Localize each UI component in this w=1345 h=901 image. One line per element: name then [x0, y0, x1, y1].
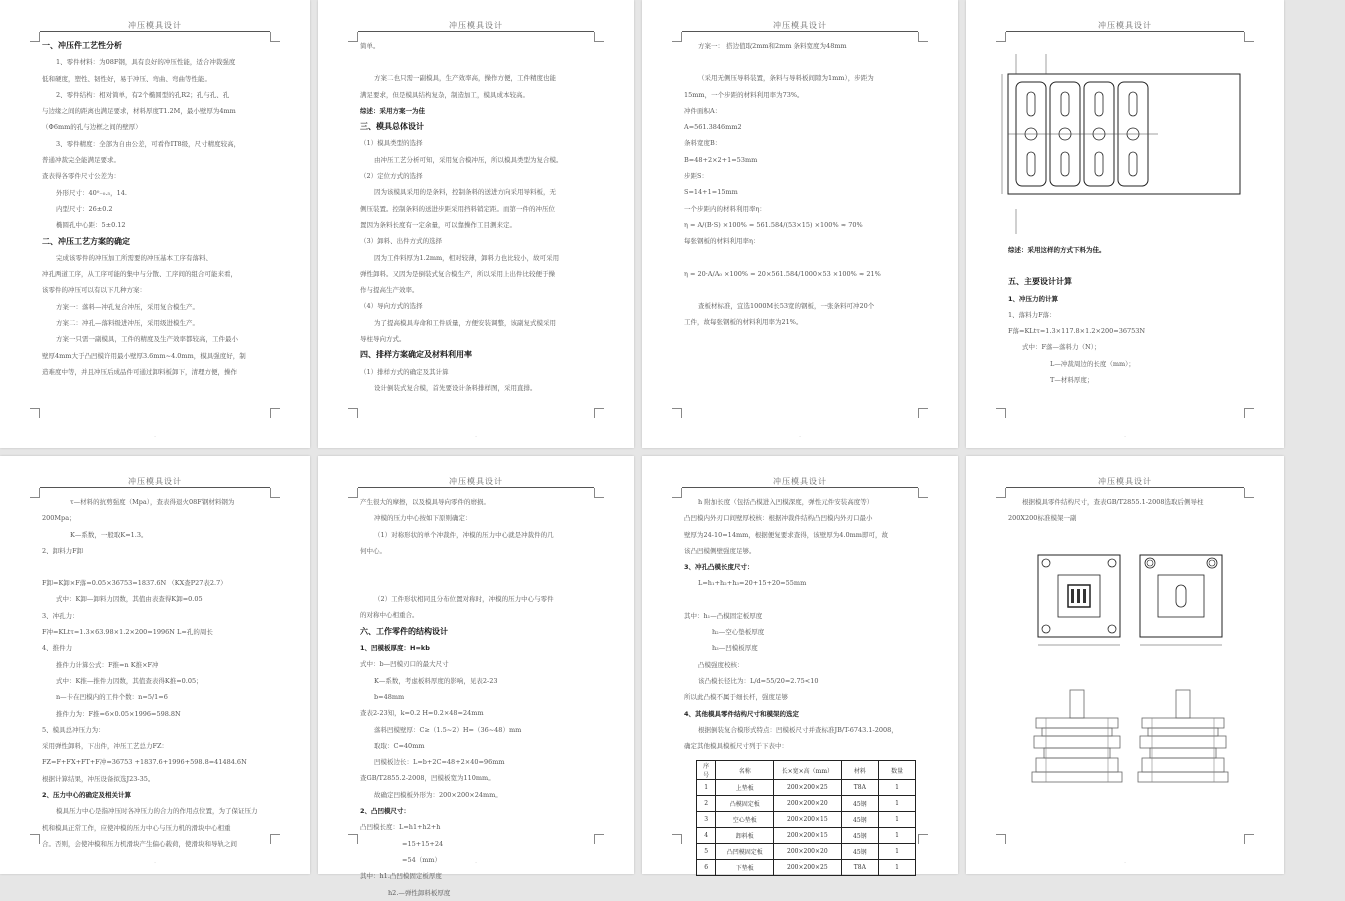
text-line: K—系数，一般取K=1.3。 [70, 530, 148, 539]
page-header: 冲压模具设计 [128, 477, 182, 486]
spacer [684, 592, 916, 608]
subsection-heading: 1、冲压力的计算 [1008, 294, 1059, 303]
section-heading: 五、主要设计计算 [1008, 277, 1072, 287]
margin-corner [1244, 488, 1254, 498]
spacer [684, 54, 916, 70]
text-line: 3、冲孔力： [42, 611, 79, 620]
document-page-8 [966, 456, 1284, 874]
text-line: 合。否则，会使冲模和压力机滑块产生偏心载荷，使滑块和导轨之间 [42, 839, 237, 848]
text-line: A=561.3846mm2 [684, 123, 742, 132]
text-line: 查板材标准，宜选1000M长53宽的钢板，一张条料可冲20个 [698, 301, 875, 310]
text-line: T—材料厚度； [1050, 376, 1094, 385]
table-cell: 200×200×25 [774, 780, 841, 796]
text-line: 工件，故每张钢板的材料利用率为21%。 [684, 318, 803, 327]
header-rule [358, 31, 594, 32]
text-line: 4、推件力 [42, 644, 73, 653]
text-line: L—冲裁周边的长度（mm）； [1050, 359, 1135, 368]
table-row [697, 812, 916, 828]
text-line: 外形尺寸：40⁰₋₀.₅，14. [56, 188, 127, 197]
table-cell: 上垫板 [716, 780, 774, 796]
margin-corner [348, 32, 358, 42]
margin-corner [672, 834, 682, 844]
text-line: 故确定凹模板外形为：200×200×24mm。 [374, 790, 502, 799]
text-line: （2）工件形状相同且分布位置对称时，冲模的压力中心与零件 [374, 595, 554, 604]
spacer [360, 575, 592, 591]
subsection-heading: 3、冲孔凸模长度尺寸： [684, 563, 754, 572]
margin-corner [30, 32, 40, 42]
table-cell: 45钢 [841, 828, 879, 844]
spacer [360, 54, 592, 70]
text-line: η = 20·A/A₀ ×100% = 20×561.584/1000×53 ×100% ≈ 21% [684, 269, 881, 278]
text-line: 的对称中心相重合。 [360, 611, 419, 620]
text-line: （1）对称形状的单个冲裁件，冲模的压力中心就是冲裁件的几 [374, 530, 554, 539]
table-cell: 200×200×15 [774, 828, 841, 844]
text-line: 采用弹性卸料，下出件，冲压工艺总力FZ： [42, 742, 169, 751]
text-line: （Φ6mm的孔与边框之间的壁厚） [42, 123, 142, 132]
text-line: 200X200标准模架一副 [1008, 514, 1077, 523]
margin-corner [1244, 32, 1254, 42]
text-line: 所以此凸模不属于细长杆，强度足够 [684, 693, 788, 702]
text-line: 方案二也只需一副模具，生产效率高，操作方便，工件精度也能 [374, 74, 556, 83]
table-cell: 6 [697, 860, 716, 876]
text-line: F冲=KLtτ=1.3×63.98×1.2×200=1996N L=孔的周长 [42, 628, 213, 637]
document-page-4 [966, 0, 1284, 448]
text-line: （3）卸料、出件方式的选择 [360, 237, 443, 246]
text-line: （采用无侧压导料装置，条料与导料板间隙为1mm），步距为 [698, 74, 874, 83]
text-line: 根据倒装复合模形式特点：凹模板尺寸并查标准JB/T-6743.1-2008， [698, 725, 898, 734]
text-line: 查表得各零件尺寸公差为： [42, 172, 120, 181]
document-page-2 [318, 0, 634, 448]
text-line: 方案二：冲孔—落料级进冲压，采用级进模生产。 [56, 319, 199, 328]
text-line: 为了提高模具寿命和工件质量，方便安装调整，该副复式模采用 [374, 318, 556, 327]
margin-corner [594, 488, 604, 498]
text-line: 壁厚4mm大于凸凹模许用最小壁厚3.6mm~4.0mm，模具强度好，制 [42, 351, 246, 360]
margin-corner [918, 32, 928, 42]
section-heading: 三、模具总体设计 [360, 122, 424, 132]
page-number-mark: · [475, 860, 477, 866]
text-line: 查表2-23知，k=0.2 H=0.2×48=24mm [360, 709, 484, 718]
text-line: 因为该模具采用的是条料，控制条料的送进方向采用导料板，无 [374, 188, 556, 197]
spacer [1008, 258, 1242, 274]
table-cell: 200×200×20 [774, 796, 841, 812]
page-body [42, 38, 268, 418]
margin-corner [918, 834, 928, 844]
text-line: h 附加长度（包括凸模进入凹模深度，弹性元件安装高度等） [698, 498, 874, 506]
text-line: 凸凹模内外刃口间壁厚校核：根据冲裁件结构凸凹模内外刃口最小 [684, 514, 873, 523]
subsection-heading: 综述：采用方案一为佳 [360, 106, 425, 115]
text-line: 造难度中等，并且冲压后成品件可通过卸料板卸下，清理方便，操作 [42, 367, 237, 376]
text-line: 该凸模长径比为：L/d=55/20=2.75<10 [698, 676, 819, 685]
text-line: 推件力计算公式：F推=n K推×F冲 [56, 660, 159, 669]
text-line: 15mm，一个步距的材料利用率为73%。 [684, 90, 804, 99]
page-body [360, 38, 592, 418]
text-line: h₃—凹模板厚度 [712, 644, 758, 653]
text-line: =54（mm） [402, 855, 442, 864]
page-header: 冲压模具设计 [1098, 477, 1152, 486]
text-line: F卸=K卸×F落=0.05×36753=1837.6N （KX查P27表2.7） [42, 579, 227, 588]
text-line: 产生很大的摩擦，以及模具导向零件的磨损。 [360, 498, 490, 506]
spacer [684, 250, 916, 266]
section-heading: 六、工作零件的结构设计 [360, 626, 448, 636]
text-line: 条料宽度B： [684, 139, 722, 148]
table-cell: 1 [879, 828, 916, 844]
margin-corner [348, 408, 358, 418]
text-line: 1、落料力F落： [1008, 310, 1056, 319]
margin-corner [594, 834, 604, 844]
text-line: 根据计算结果，冲压设备拟选J23-35。 [42, 774, 155, 783]
subsection-heading: 2、压力中心的确定及相关计算 [42, 791, 132, 800]
section-heading: 四、排样方案确定及材料利用率 [360, 350, 472, 360]
page-header: 冲压模具设计 [773, 477, 827, 486]
parts-table [696, 760, 916, 876]
text-line: n—卡在凹模内的工件个数：n=5/1=6 [56, 693, 168, 702]
margin-corner [672, 408, 682, 418]
margin-corner [996, 834, 1006, 844]
margin-corner [30, 834, 40, 844]
die-assembly-drawing [1008, 545, 1242, 825]
figure-caption: 综述：采用这样的方式下料为佳。 [1008, 246, 1106, 254]
text-line: 步距S： [684, 172, 708, 181]
table-row [697, 796, 916, 812]
document-page-5 [0, 456, 310, 874]
document-page-1 [0, 0, 310, 448]
table-cell: 45钢 [841, 796, 879, 812]
margin-corner [996, 408, 1006, 418]
text-line: =15+15+24 [402, 839, 444, 848]
text-line: h₂—空心垫板厚度 [712, 628, 765, 637]
header-rule [1006, 487, 1244, 488]
margin-corner [996, 488, 1006, 498]
margin-corner [918, 408, 928, 418]
subsection-heading: 2、凸凹模尺寸： [360, 807, 411, 816]
text-line: 2、零件结构：相对简单，有2个椭圆型的孔R2；孔与孔、孔 [56, 90, 230, 99]
page-number-mark: · [154, 860, 156, 866]
table-cell: 1 [879, 796, 916, 812]
page-number-mark: · [154, 434, 156, 440]
header-rule [40, 31, 270, 32]
page-header: 冲压模具设计 [773, 21, 827, 30]
text-line: 机和模具正常工作，应使冲模的压力中心与压力机的滑块中心相重 [42, 823, 231, 832]
table-header-cell: 材料 [841, 761, 879, 780]
page-body [684, 494, 916, 873]
table-cell: 200×200×15 [774, 812, 841, 828]
table-cell: 空心垫板 [716, 812, 774, 828]
page-body [684, 38, 916, 418]
margin-corner [30, 408, 40, 418]
text-line: 导柱导向方式。 [360, 335, 406, 344]
text-line: 其中：h₁—凸模固定板厚度 [684, 611, 763, 620]
text-line: 方案一：落料—冲孔复合冲压，采用复合模生产。 [56, 302, 199, 311]
page-header: 冲压模具设计 [449, 477, 503, 486]
page-number-mark: · [799, 860, 801, 866]
margin-corner [270, 488, 280, 498]
page-body [42, 494, 268, 848]
table-cell: 1 [879, 844, 916, 860]
text-line: 何中心。 [360, 546, 386, 555]
text-line: K—系数，考虑板料厚度的影响，见表2-23 [374, 676, 498, 685]
margin-corner [1244, 834, 1254, 844]
text-line: 方案一只需一副模具，工件的精度及生产效率都较高，工件最小 [56, 335, 238, 344]
table-cell: 1 [697, 780, 716, 796]
text-line: 5、模具总冲压力为： [42, 725, 105, 734]
text-line: 每张钢板的材料利用率η： [684, 237, 760, 246]
text-line: （1）排样方式的确定及其计算 [360, 367, 449, 376]
margin-corner [30, 488, 40, 498]
table-cell: 凸凹模固定板 [716, 844, 774, 860]
text-line: 其中：h1.凸凹模固定板厚度 [360, 872, 442, 881]
text-line: 凹模板边长：L=b+2C=48+2×40=96mm [374, 758, 505, 767]
text-line: B=48+2×2+1=53mm [684, 155, 758, 164]
text-line: 冲件面积A： [684, 106, 722, 115]
margin-corner [672, 488, 682, 498]
text-line: 侧压装置。控制条料的送进步距采用挡料销定距。而第一件的冲压位 [360, 204, 555, 213]
table-header-cell: 数量 [879, 761, 916, 780]
table-row [697, 828, 916, 844]
text-line: 该凸凹模侧壁强度足够。 [684, 546, 756, 555]
text-line: 弹性卸料。又因为是倒装式复合模生产，所以采用上出件比较便于操 [360, 269, 555, 278]
text-line: F落=KLtτ=1.3×117.8×1.2×200=36753N [1008, 327, 1146, 336]
page-body [1008, 38, 1242, 418]
text-line: τ—材料的抗剪强度（Mpa），查表得退火08F钢材料钢为 [70, 498, 235, 506]
header-rule [358, 487, 594, 488]
margin-corner [594, 408, 604, 418]
page-body [1008, 494, 1242, 844]
header-rule [682, 487, 918, 488]
table-cell: 1 [879, 780, 916, 796]
text-line: （2）定位方式的选择 [360, 172, 423, 181]
text-line: 凸模强度校核： [698, 660, 744, 669]
text-line: b=48mm [374, 692, 405, 701]
strip-layout-drawing [1008, 44, 1240, 234]
text-line: 由冲压工艺分析可知，采用复合模冲压，所以模具类型为复合模。 [374, 155, 563, 164]
page-header: 冲压模具设计 [1098, 21, 1152, 30]
text-line: 3、零件精度：全部为自由公差，可看作IT8级，尺寸精度较高， [56, 139, 241, 148]
table-header-row [697, 761, 916, 780]
header-rule [1006, 31, 1244, 32]
table-cell: T8A [841, 780, 879, 796]
text-line: 壁厚为24-10=14mm，根据便复要求查得，该壁厚为4.0mm即可，故 [684, 530, 888, 539]
margin-corner [996, 32, 1006, 42]
spacer [360, 559, 592, 575]
text-line: 与边缘之间的距离也满足要求，材料厚度T1.2M，最小壁厚为4mm [42, 107, 236, 116]
document-page-6 [318, 456, 634, 897]
table-cell: T8A [841, 860, 879, 876]
text-line: 因为工件料厚为1.2mm，相对较薄，卸料力也比较小，故可采用 [374, 253, 560, 262]
text-line: 式中：K推—推件力因数，其值查表得K推=0.05； [56, 676, 203, 685]
page-body [360, 494, 592, 897]
text-line: FZ=F+FX+FT+F冲=36753 +1837.6+1996+598.8=41484.6N [42, 758, 247, 767]
section-heading: 一、冲压件工艺性分析 [42, 41, 122, 50]
text-line: 冲孔两道工序，从工序可能的集中与分散、工序间的组合可能来看， [42, 270, 237, 279]
document-page-7 [642, 456, 958, 874]
text-line: 设计倒装式复合模，首先要设计条料排样图，采用直排。 [374, 383, 537, 392]
text-line: 落料凹模壁厚：C≥（1.5~2）H=（36~48）mm [374, 725, 522, 734]
page-number-mark: · [1124, 434, 1126, 440]
text-line: 2、卸料力F卸 [42, 546, 84, 555]
text-line: 根据模具零件结构尺寸，查表GB/T2855.1-2008选取后侧导柱 [1022, 498, 1204, 506]
text-line: 低和硬度，塑性、韧性好，易于冲压、弯曲、弯曲等性能。 [42, 74, 211, 83]
text-line: 作与提高生产效率。 [360, 286, 419, 295]
text-line: （1）模具类型的选择 [360, 139, 423, 148]
text-line: 方案一： 搭边值取2mm和2mm 条料宽度为48mm [698, 42, 847, 50]
table-header-cell: 序号 [697, 761, 716, 780]
subsection-heading: 4、其他模具零件结构尺寸和模架的选定 [684, 709, 800, 718]
text-line: （4）导向方式的选择 [360, 302, 423, 311]
page-header: 冲压模具设计 [449, 21, 503, 30]
table-cell: 2 [697, 796, 716, 812]
page-number-mark: · [799, 434, 801, 440]
page-number-mark: · [475, 434, 477, 440]
margin-corner [348, 488, 358, 498]
table-cell: 下垫板 [716, 860, 774, 876]
header-rule [682, 31, 918, 32]
table-row [697, 860, 916, 876]
document-page-3 [642, 0, 958, 448]
text-line: 满足要求，但是模具结构复杂，制造加工，模具成本较高。 [360, 90, 529, 99]
text-line: 确定其他模具模板尺寸列于下表中： [684, 742, 788, 751]
text-line: 取取：C=40mm [374, 741, 425, 750]
page-number-mark: · [1124, 860, 1126, 866]
section-heading: 二、冲压工艺方案的确定 [42, 236, 130, 246]
table-cell: 200×200×20 [774, 844, 841, 860]
table-cell: 凸模固定板 [716, 796, 774, 812]
text-line: h2.—弹性卸料板厚度 [388, 888, 451, 897]
text-line: 完成该零件的冲压加工所需要的冲压基本工序有落料、 [56, 253, 212, 262]
table-cell: 5 [697, 844, 716, 860]
text-line: 内型尺寸：26±0.2 [56, 204, 113, 213]
table-cell: 4 [697, 828, 716, 844]
table-cell: 45钢 [841, 812, 879, 828]
table-header-cell: 长×宽×高（mm） [774, 761, 841, 780]
margin-corner [270, 834, 280, 844]
margin-corner [918, 488, 928, 498]
header-rule [40, 487, 270, 488]
text-line: 模具压力中心是指冲压时各冲压力的合力的作用点位置，为了保证压力 [56, 807, 258, 816]
subsection-heading: 1、凹模板厚度：H=kb [360, 644, 430, 653]
table-cell: 1 [879, 860, 916, 876]
margin-corner [270, 32, 280, 42]
margin-corner [270, 408, 280, 418]
margin-corner [348, 834, 358, 844]
table-cell: 卸料板 [716, 828, 774, 844]
table-cell: 3 [697, 812, 716, 828]
table-cell: 45钢 [841, 844, 879, 860]
text-line: 冲模的压力中心按如下原则确定： [374, 514, 472, 523]
table-cell: 1 [879, 812, 916, 828]
text-line: η = A/(B·S) ×100% = 561.584/(53×15) ×100% ≈ 70% [684, 220, 863, 229]
table-cell: 200×200×25 [774, 860, 841, 876]
text-line: S=14+1=15mm [684, 188, 738, 197]
text-line: 查GB/T2855.2-2008，凹模板宽为110mm。 [360, 774, 495, 783]
text-line: L=h₁+h₂+h₃=20+15+20=55mm [698, 579, 807, 588]
text-line: 凸凹模长度：L=h1+h2+h [360, 823, 441, 832]
margin-corner [594, 32, 604, 42]
spacer [684, 282, 916, 298]
text-line: 式中：K卸—卸料力因数，其值由表查得K卸=0.05 [56, 595, 203, 604]
table-header-cell: 名称 [716, 761, 774, 780]
text-line: 椭圆孔中心距：5±0.12 [56, 221, 126, 230]
margin-corner [1244, 408, 1254, 418]
text-line: 一个步距内的材料利用率η： [684, 204, 766, 213]
page-header: 冲压模具设计 [128, 21, 182, 30]
spacer [42, 559, 268, 575]
text-line: 简单。 [360, 42, 380, 50]
text-line: 1、零件材料：为08F钢，具有良好的冲压性能，适合冲裁强度 [56, 58, 236, 67]
text-line: 该零件的冲压可以有以下几种方案： [42, 286, 146, 295]
table-row [697, 844, 916, 860]
text-line: 置因为条料长度有一定余量，可以靠操作工目测来定。 [360, 220, 516, 229]
text-line: 200Mpa； [42, 514, 76, 523]
text-line: 推件力为：F推=6×0.05×1996=598.8N [56, 709, 181, 718]
text-line: 式中：F落—落料力（N）； [1022, 343, 1101, 352]
table-row [697, 780, 916, 796]
text-line: 式中：b—凹模刃口的最大尺寸 [360, 660, 449, 669]
text-line: 普通冲裁完全能满足要求。 [42, 156, 120, 165]
margin-corner [672, 32, 682, 42]
